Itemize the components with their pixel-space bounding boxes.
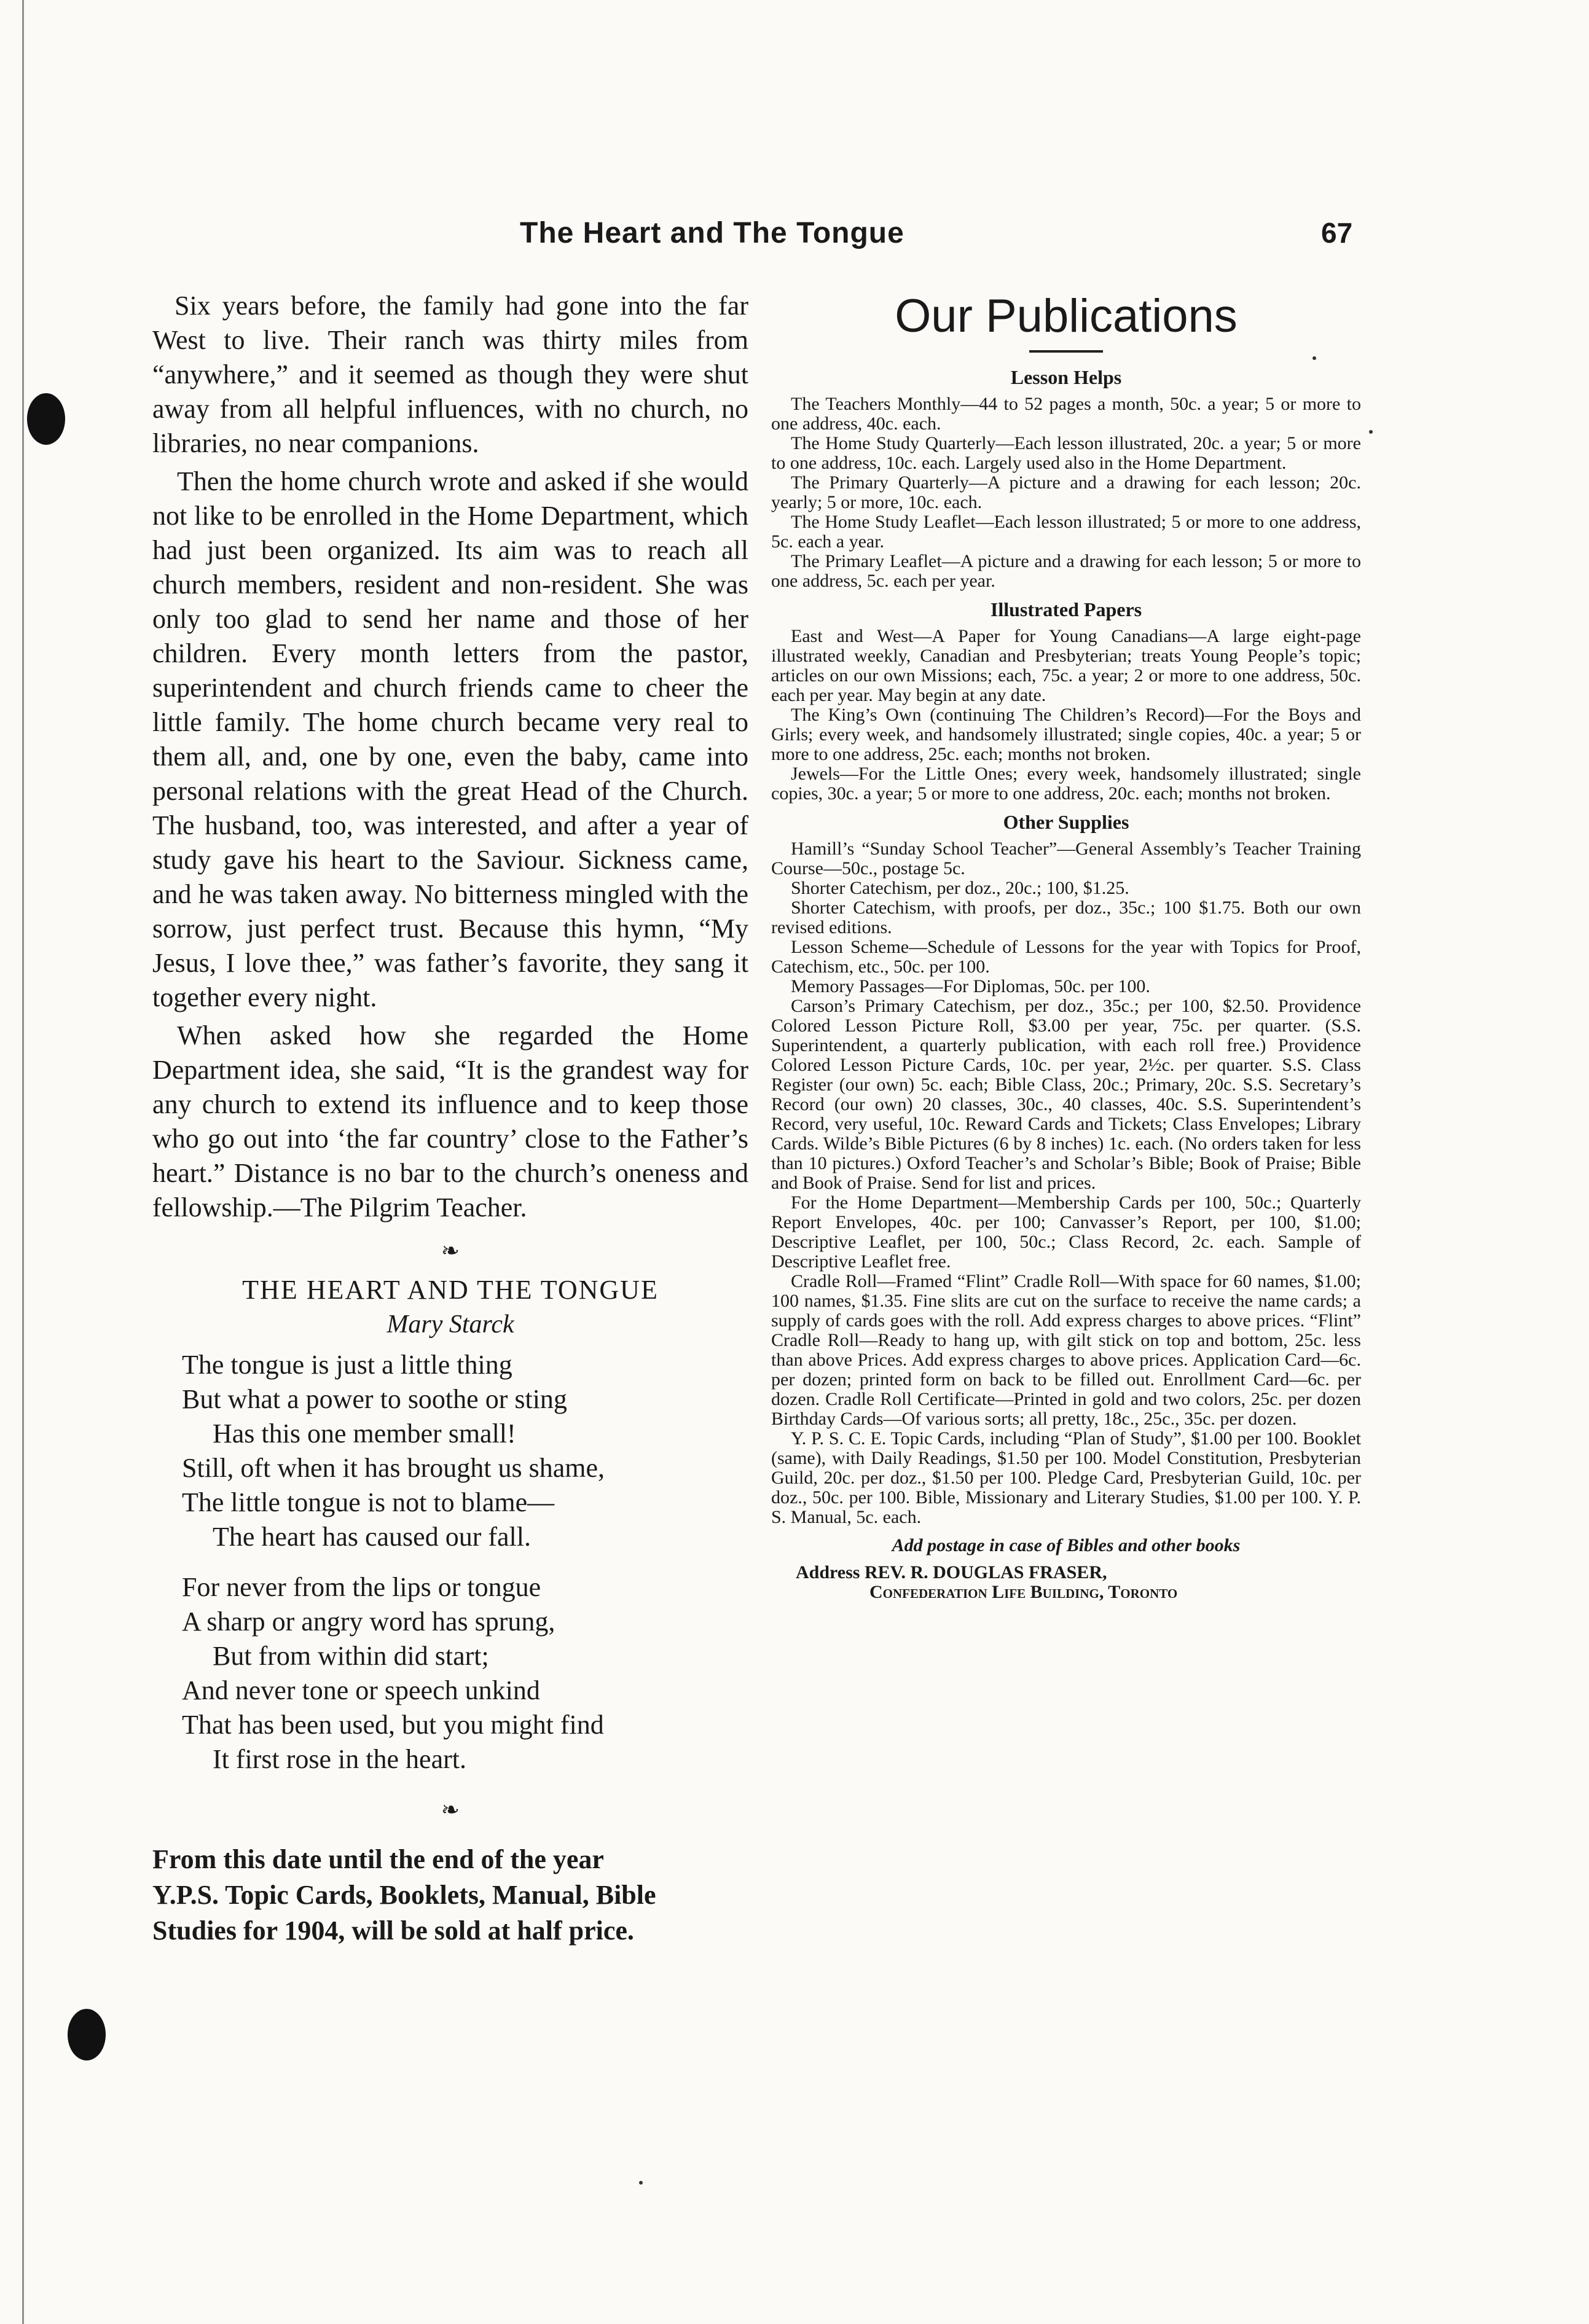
publication-entry: The Primary Leaflet—A picture and a drawing for each lesson; 5 or more to one address, 5c. each per year. <box>771 551 1361 591</box>
poem-line: The little tongue is not to blame— <box>182 1487 555 1517</box>
title-rule <box>1029 350 1103 353</box>
poem-stanza-1 <box>182 1348 748 1554</box>
address-line: Address REV. R. DOUGLAS FRASER, <box>796 1562 1107 1583</box>
publisher-address <box>771 1563 1361 1602</box>
poem-line: But from within did start; <box>213 1641 489 1671</box>
poem-line: It first rose in the heart. <box>213 1744 466 1774</box>
poem-line: And never tone or speech unkind <box>182 1675 540 1705</box>
notice-line: Studies for 1904, will be sold at half price. <box>152 1915 634 1946</box>
notice-line: From this date until the end of the year <box>152 1844 604 1874</box>
article-paragraph: Six years before, the family had gone into the far West to live. Their ranch was thirty miles from “anywhere,” and it seemed as though they were shut away from all helpful influences, with no church, no libraries, no near companions. <box>152 291 748 458</box>
page-edge-line <box>22 0 24 2324</box>
publication-entry: Shorter Catechism, with proofs, per doz., 35c.; 100 $1.75. Both our own revised editions. <box>771 898 1361 937</box>
running-title: The Heart and The Tongue <box>520 217 904 249</box>
publication-entry: Cradle Roll—Framed “Flint” Cradle Roll—With space for 60 names, $1.00; 100 names, $1.35. Fine slits are cut on the surface to receive the name cards; a supply of cards goes with the roll. Add express charges to above prices. “Flint” Cradle Roll—Ready to hang up, with gilt stick on top and bottom, 25c. less than above Prices. Add express charges to above prices. Application Card—6c. per dozen; printed form on back to be filled out. Enrollment Card—6c. per dozen. Cradle Roll Certificate—Printed in gold and two colors, 25c. per dozen Birthday Cards—Of various sorts; all pretty, 18c., 25c., 35c. per dozen. <box>771 1271 1361 1429</box>
publication-entry: Jewels—For the Little Ones; every week, handsomely illustrated; single copies, 30c. a year; 5 or more to one address, 20c. each; months not broken. <box>771 764 1361 804</box>
binding-hole-top <box>27 393 65 445</box>
poem-line: The tongue is just a little thing <box>182 1350 512 1380</box>
poem-line: For never from the lips or tongue <box>182 1572 541 1602</box>
notice-line: Y.P.S. Topic Cards, Booklets, Manual, Bible <box>152 1880 656 1910</box>
publication-entry: The King’s Own (continuing The Children’s Record)—For the Boys and Girls; every week, and handsomely illustrated; single copies, 40c. a year; 5 or more to one address, 25c. each; months not broken. <box>771 705 1361 764</box>
publication-entry: The Teachers Monthly—44 to 52 pages a month, 50c. a year; 5 or more to one address, 40c. each. <box>771 394 1361 434</box>
publication-entry: Memory Passages—For Diplomas, 50c. per 100. <box>791 976 1150 996</box>
publication-entry: East and West—A Paper for Young Canadians—A large eight-page illustrated weekly, Canadian and Presbyterian; treats Young People’s topic; articles on our own Missions; each, 75c. a year; 2 or more to one address, 50c. each per year. May begin at any date. <box>771 626 1361 705</box>
publication-entry: Y. P. S. C. E. Topic Cards, including “Plan of Study”, $1.00 per 100. Booklet (same), with Daily Readings, $1.50 per 100. Model Constitution, Presbyterian Guild, 20c. per doz., $1.50 per 100. Pledge Card, Presbyterian Guild, 10c. per doz., 50c. per 100. Bible, Missionary and Literary Studies, $1.00 per 100. Y. P. S. Manual, 5c. each. <box>771 1428 1361 1527</box>
poem-line: A sharp or angry word has sprung, <box>182 1606 555 1637</box>
publication-entry: The Home Study Quarterly—Each lesson illustrated, 20c. a year; 5 or more to one address, 10c. each. Largely used also in the Home Department. <box>771 433 1361 473</box>
poem-line: But what a power to soothe or sting <box>182 1384 567 1414</box>
ornament-divider: ❧ <box>441 1238 460 1263</box>
half-price-notice <box>152 1842 748 1949</box>
poem-stanza-2 <box>182 1570 748 1777</box>
poem-line: The heart has caused our fall. <box>213 1522 531 1552</box>
speck <box>1369 430 1373 434</box>
poem-line: Still, oft when it has brought us shame, <box>182 1453 605 1483</box>
postage-note: Add postage in case of Bibles and other books <box>892 1535 1241 1555</box>
publication-entry: Lesson Scheme—Schedule of Lessons for the year with Topics for Proof, Catechism, etc., 50c. per 100. <box>771 937 1361 977</box>
binding-hole-bottom <box>68 2009 106 2060</box>
ornament-divider: ❧ <box>441 1798 460 1822</box>
publication-entry: For the Home Department—Membership Cards per 100, 50c.; Quarterly Report Envelopes, 40c. per 100; Canvasser’s Report, per 100, $1.00; Descriptive Leaflet, per 100, 50c.; Class Record, 2c. each. Sample of Descriptive Leaflet free. <box>771 1192 1361 1272</box>
page-number: 67 <box>1321 217 1353 249</box>
poem-line: That has been used, but you might find <box>182 1710 604 1740</box>
section-heading-illustrated-papers: Illustrated Papers <box>990 598 1142 620</box>
publication-entry: Shorter Catechism, per doz., 20c.; 100, $1.25. <box>791 878 1129 898</box>
article-paragraph: When asked how she regarded the Home Department idea, she said, “It is the grandest way for any church to extend its influence and to keep those who go out into ‘the far country’ close to the Father’s heart.” Distance is no bar to the church’s oneness and fellowship.—The Pilgrim Teacher. <box>152 1020 748 1223</box>
address-line: Confederation Life Building, Toronto <box>869 1582 1178 1602</box>
left-column <box>152 289 748 1949</box>
poem-line: Has this one member small! <box>213 1418 516 1449</box>
poem-title: THE HEART AND THE TONGUE <box>242 1275 659 1305</box>
speck <box>639 2181 643 2185</box>
section-heading-other-supplies: Other Supplies <box>1003 811 1129 833</box>
page-header <box>0 209 1589 264</box>
article-paragraph: Then the home church wrote and asked if she would not like to be enrolled in the Home Department, which had just been organized. Its aim was to reach all church members, resident and non-resident. She was only too glad to send her name and those of her children. Every month letters from the pastor, superintendent and church friends came to cheer the little family. The home church became very real to them all, and, one by one, even the baby, came into personal relations with the great Head of the Church. The husband, too, was interested, and after a year of study gave his heart to the Saviour. Sickness came, and he was taken away. No bitterness mingled with the sorrow, just perfect trust. Because this hymn, “My Jesus, I love thee,” was father’s favorite, they sang it together every night. <box>152 466 748 1012</box>
publication-entry: Hamill’s “Sunday School Teacher”—General Assembly’s Teacher Training Course—50c., postage 5c. <box>771 839 1361 878</box>
publications-title: Our Publications <box>895 290 1238 342</box>
publication-entry: The Primary Quarterly—A picture and a drawing for each lesson; 20c. yearly; 5 or more, 10c. each. <box>771 472 1361 512</box>
poem-author: Mary Starck <box>386 1310 514 1339</box>
speck <box>1312 356 1316 360</box>
publication-entry: The Home Study Leaflet—Each lesson illustrated; 5 or more to one address, 5c. each a year. <box>771 512 1361 552</box>
right-column <box>771 289 1361 1602</box>
section-heading-lesson-helps: Lesson Helps <box>1010 366 1122 388</box>
publication-entry: Carson’s Primary Catechism, per doz., 35c.; per 100, $2.50. Providence Colored Lesson Picture Roll, $3.00 per year, 75c. per quarter. (S.S. Superintendent, a quarterly publication, with each roll free.) Providence Colored Lesson Picture Cards, 10c. per year, 2½c. per quarter. S.S. Class Register (our own) 5c. each; Bible Class, 20c.; Primary, 20c. S.S. Secretary’s Record (our own) 20 classes, 30c., 40 classes, 40c. S.S. Superintendent’s Record, very useful, 10c. Reward Cards and Tickets; Class Envelopes; Library Cards. Wilde’s Bible Pictures (6 by 8 inches) 1c. each. (No orders taken for less than 10 pictures.) Oxford Teacher’s and Scholar’s Bible; Book of Praise; Bible and Book of Praise. Send for list and prices. <box>771 996 1361 1193</box>
